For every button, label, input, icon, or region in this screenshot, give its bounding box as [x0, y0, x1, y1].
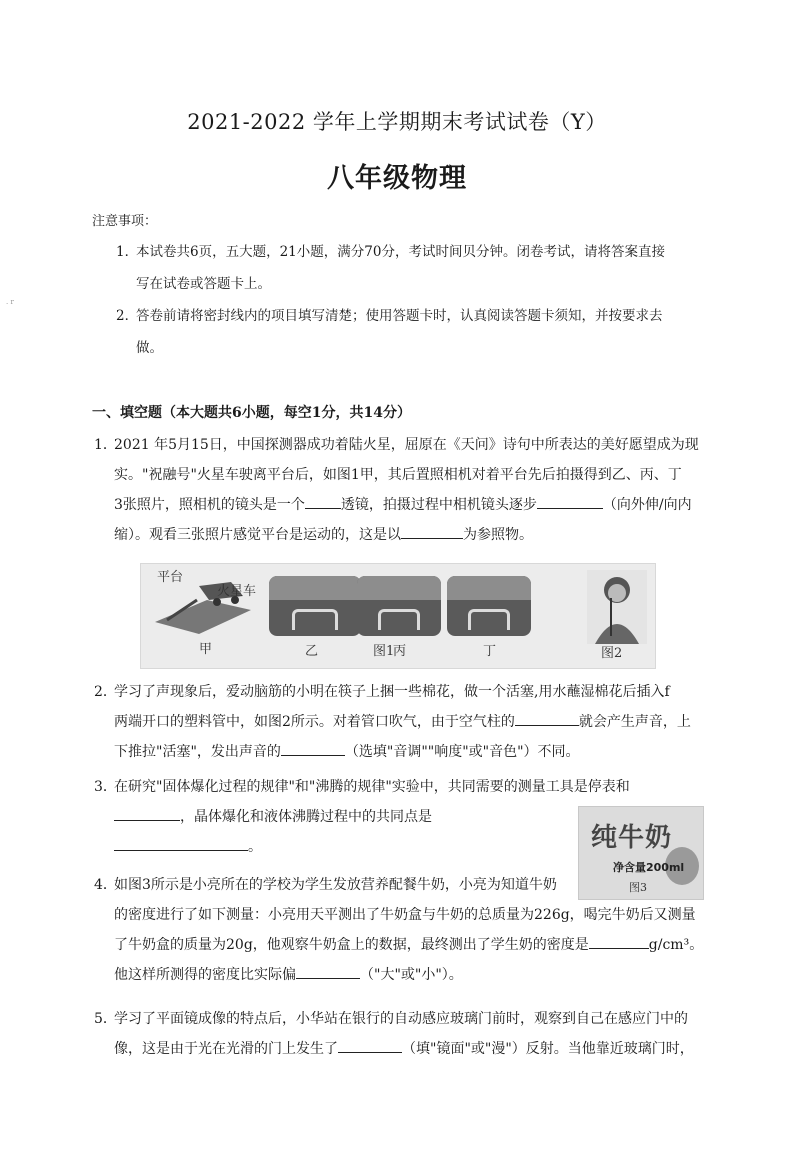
question-text: 的密度进行了如下测量：小亮用天平测出了牛奶盒与牛奶的总质量为226g，喝完牛奶后又测量	[114, 907, 696, 923]
question-number: 1．	[94, 437, 117, 453]
milk-brand-text: 纯牛奶	[591, 823, 673, 853]
notice-number: 1．	[116, 244, 139, 260]
question-text: 学习了平面镜成像的特点后，小华站在银行的自动感应玻璃门前时，观察到自己在感应门中的	[114, 1011, 688, 1027]
notice-text: 本试卷共6页，五大题，21小题，满分70分，考试时间贝分钟。闭卷考试，请将答案直接	[136, 244, 665, 260]
answer-blank[interactable]	[305, 492, 341, 509]
answer-blank[interactable]	[114, 804, 180, 821]
label-fig1: 图1	[373, 644, 395, 659]
question-text: 他这样所测得的密度比实际偏	[114, 967, 296, 983]
notice-item	[116, 300, 706, 364]
question-text: 透镜，拍摄过程中相机镜头逐步	[340, 497, 537, 513]
answer-blank[interactable]	[114, 834, 248, 851]
margin-mark: . r	[6, 298, 14, 306]
photo-yi	[269, 576, 361, 636]
label-ding: 丁	[483, 644, 497, 659]
question-text: （填"镜面"或"漫"）反射。当他靠近玻璃门时，	[402, 1041, 694, 1057]
question-number: 3．	[94, 779, 117, 795]
notice-item	[116, 236, 706, 300]
question-text: 2021 年5月15日，中国探测器成功着陆火星，屈原在《天问》诗句中所表达的美好愿望成为现	[114, 437, 699, 453]
question-text: 实。"祝融号"火星车驶离平台后，如图1甲，其后置照相机对着平台先后拍摄得到乙、丙、丁	[114, 467, 682, 483]
notice-text-continued: 做。	[136, 340, 163, 356]
answer-blank[interactable]	[281, 739, 345, 756]
question-text: 在研究"固体爆化过程的规律"和"沸腾的规律"实验中，共同需要的测量工具是停表和	[114, 779, 630, 795]
answer-blank[interactable]	[515, 709, 579, 726]
section-heading: 一、填空题（本大题共6小题，每空1分，共14分）	[92, 405, 411, 421]
question-text: g/cm³。	[648, 937, 704, 953]
question-text: （选填"音调""响度"或"音色"）不同。	[344, 744, 580, 760]
label-yi: 乙	[305, 644, 319, 659]
photo-bing	[357, 576, 441, 636]
question-2	[94, 677, 704, 767]
question-1	[94, 430, 704, 550]
question-text: 了牛奶盒的质量为20g，他观察牛奶盒上的数据，最终测出了学生奶的密度是	[114, 937, 589, 953]
answer-blank[interactable]	[401, 522, 463, 539]
question-text: 学习了声现象后，爱动脑筋的小明在筷子上捆一些棉花，做一个活塞,用水蘸湿棉花后插入f	[114, 684, 670, 700]
question-text: 为参照物。	[463, 527, 533, 543]
student-with-tube-illustration	[587, 570, 647, 644]
question-text: （"大"或"小"）。	[360, 967, 463, 983]
question-text: 两端开口的塑料管中，如图2所示。对着管口吹气，由于空气柱的	[114, 714, 515, 730]
exam-title: 2021-2022 学年上学期期末考试试卷（Y）	[187, 110, 607, 134]
question-number: 2．	[94, 684, 117, 700]
exam-subtitle: 八年级物理	[327, 163, 467, 194]
label-bing: 丙	[393, 644, 407, 659]
label-platform: 平台	[157, 570, 184, 585]
figure-1-2	[140, 563, 656, 669]
question-text: 3张照片，照相机的镜头是一个	[114, 497, 305, 513]
label-fig3: 图3	[629, 881, 647, 894]
question-text: ，晶体爆化和液体沸腾过程中的共同点是	[180, 809, 432, 825]
label-rover: 火星车	[217, 584, 257, 599]
notice-text: 答卷前请将密封线内的项目填写清楚；使用答题卡时，认真阅读答题卡须知，并按要求去	[136, 308, 663, 324]
label-jia: 甲	[199, 642, 213, 657]
notice-label: 注意事项：	[92, 214, 158, 229]
question-number: 5．	[94, 1011, 117, 1027]
question-text: （向外伸/向内	[602, 497, 692, 513]
milk-volume-text: 净含量200ml	[613, 861, 685, 874]
question-text: 像，这是由于光在光滑的门上发生了	[114, 1041, 338, 1057]
label-fig2: 图2	[601, 646, 623, 661]
notice-text-continued: 写在试卷或答题卡上。	[136, 276, 271, 292]
question-text: 缩）。观看三张照片感觉平台是运动的，这是以	[114, 527, 401, 543]
photo-ding	[447, 576, 531, 636]
answer-blank[interactable]	[296, 962, 360, 979]
question-text: 就会产生声音，上	[578, 714, 691, 730]
answer-blank[interactable]	[589, 932, 649, 949]
notice-number: 2．	[116, 308, 139, 324]
question-4	[94, 870, 704, 990]
answer-blank[interactable]	[537, 492, 603, 509]
question-number: 4．	[94, 877, 117, 893]
question-text: 下推拉"活塞"，发出声音的	[114, 744, 281, 760]
answer-blank[interactable]	[338, 1036, 402, 1053]
question-text: 。	[248, 839, 262, 855]
question-text: 如图3所示是小亮所在的学校为学生发放营养配餐牛奶，小亮为知道牛奶	[114, 877, 557, 893]
question-5	[94, 1004, 704, 1064]
